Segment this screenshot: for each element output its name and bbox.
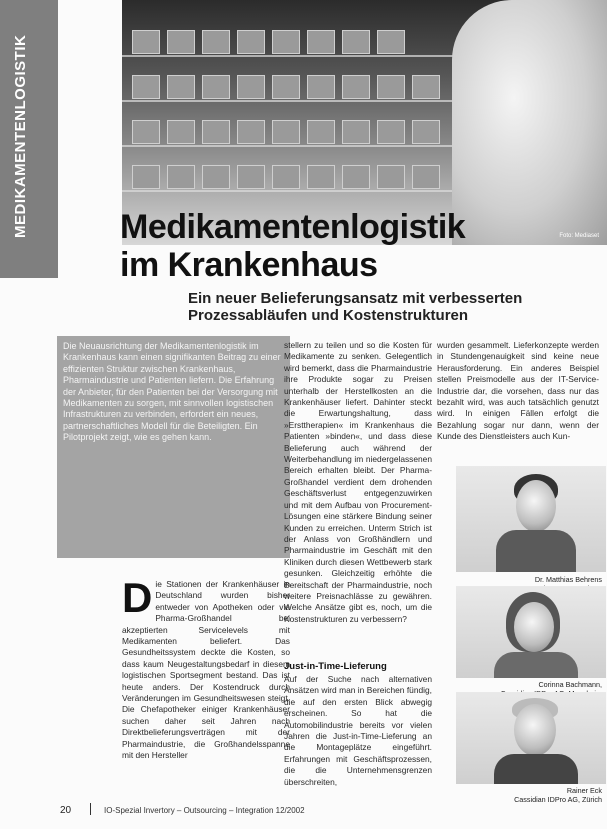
portrait-2 (456, 586, 606, 678)
person-1-name: Dr. Matthias Behrens (534, 575, 602, 584)
person-3-name: Rainer Eck (566, 786, 602, 795)
lead-text: Die Neuausrichtung der Medikamentenlogistik im Krankenhaus kann einen signifikanten Beitrag zu einer effizienten Struktur zwischen Krankenhaus, Pharmaindustrie und Patienten liefern. Die Erfahrung der Anbieter, für den Patienten bei der Versorgung mit Medikamenten zu sorgen, mit sinnvollen logistischen Infrastrukturen zu verbinden, erfordert ein neues, partnerschaftliches Modell für die Beteiligten. Ein Pilotprojekt zeigt, wie es gehen kann. (63, 341, 281, 443)
page-number: 20 (60, 805, 72, 816)
section-subheading: Just-in-Time-Lieferung (284, 661, 387, 672)
portrait-3-caption (436, 786, 602, 804)
drop-cap: D (122, 574, 153, 621)
person-3-org: Cassidian IDPro AG, Zürich (514, 795, 602, 804)
footer-publication: IO-Spezial Invertory – Outsourcing – Integration 12/2002 (104, 806, 305, 815)
body-column-3: wurden gesammelt. Lieferkonzepte werden in Stundengenauigkeit sind keine neue Herausforderung. Ein anderes Beispiel stellen Preismodelle aus der IT-Service-Industrie dar, die vorsehen, dass nur das bezahlt wird, was auch tatsächlich genutzt wird. In einigen Fällen erfolgt die Bezahlung sogar nur dann, wenn der Kunde des Dienstleisters auch Kun- (437, 340, 599, 442)
portrait-3 (456, 692, 606, 784)
photo-credit: Foto: Mediaset (559, 233, 599, 239)
footer-divider (90, 803, 91, 815)
body-column-1-text: ie Stationen der Krankenhäuser in Deutschland wurden bisher entweder von Apotheken oder via Pharma-Großhandel bei akzeptierten Servicelevels mit Medikamenten beliefert. Das Gesundheitssystem deckte die Kosten, so dass kaum Neugestaltungsbedarf in diesem logistischen Sportsegment bestand. Das ist heute anders. Der Kostendruck durch Veränderungen im Gesundheitswesen steigt. Die Chefapotheker einiger Krankenhäuser suchen daher seit Jahren nach Direktbelieferungsverträgen mit der Pharmaindustrie, die Großhandelsspanne mit den Hersteller (122, 579, 290, 761)
side-strip (0, 0, 58, 278)
title-line-2: im Krankenhaus (120, 246, 378, 284)
title-line-1: Medikamentenlogistik (120, 208, 466, 246)
body-column-2-continued: Auf der Suche nach alternativen Ansätzen wird man in Bereichen fündig, die auf den ersten Blick abwegig erscheinen. So hat die Automobilindustrie bereits vor vielen Jahren die Just-in-Time-Lieferung an die Montageplätze eingeführt. Erfahrungen mit Geschäftsprozessen, die die Unternehmensgrenzen überschreiten, (284, 674, 432, 787)
article-subtitle: Ein neuer Belieferungsansatz mit verbesserten Prozessabläufen und Kostenstrukturen (188, 290, 523, 324)
person-2-name: Corinna Bachmann, (538, 680, 602, 689)
section-label: MEDIKAMENTENLOGISTIK (12, 34, 29, 238)
article-title (120, 208, 550, 284)
body-column-1 (122, 574, 290, 762)
body-column-2: stellern zu teilen und so die Kosten für Medikamente zu senken. Gelegentlich wird bemerkt, dass die Pharmaindustrie ihre Produkte sogar zu Preisen unterhalb der Herstellkosten an die Krankenhäuser liefert. Dahinter steckt die Erwartungshaltung, dass »Ersttherapien« im Krankenhaus die Patienten »binden«, und dass diese Belieferung auch während der Weiterbehandlung im niedergelassenen Bereich erhalten bleibt. Der Pharma-Großhandel verdient dem drohenden Geschäftsverlust entgegenzuwirken und mit dem Aufbau von Procurement-Lösungen eine stärkere Bindung seiner Kunden zu erreichen. Unterm Strich ist der Anlass von Großhändlern und Pharmaindustrie im Geschäft mit den Kliniken durch diesen Wettbewerb stark gesunken. Gleichzeitig erhöhte die Bereitschaft der Pharmaindustrie, noch weitere Preisnachlässe zu gewähren. Welche Ansätze gibt es, noch, um die Kostenstrukturen zu verbessern? (284, 340, 432, 624)
portrait-1 (456, 466, 606, 572)
